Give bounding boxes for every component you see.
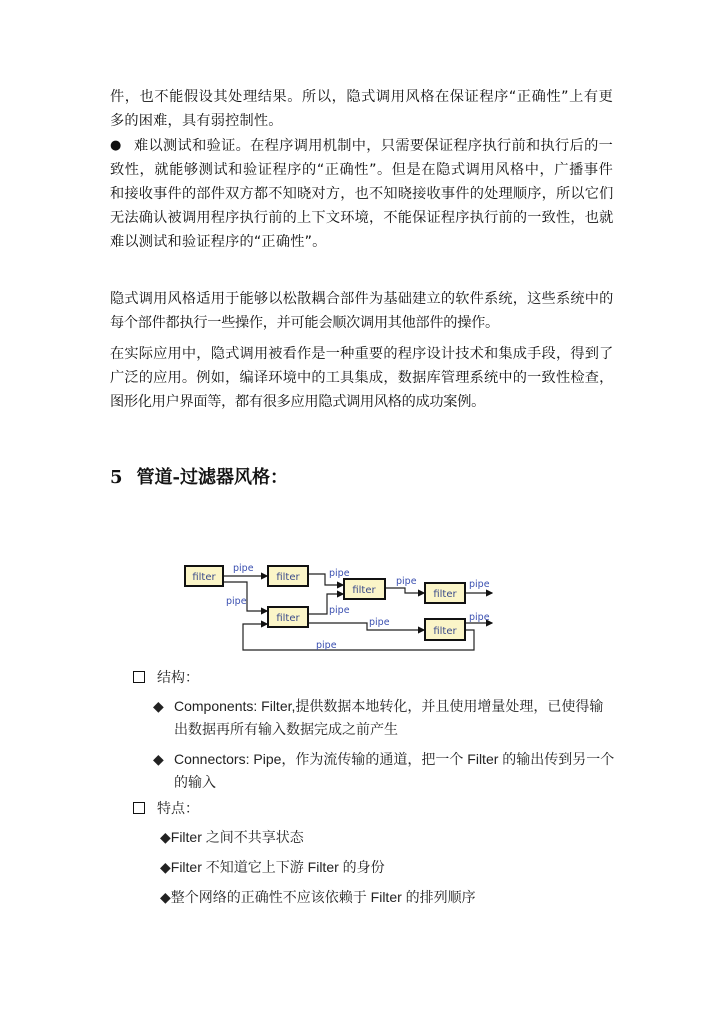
text-line: 多的困难，具有弱控制性。 bbox=[110, 113, 283, 129]
list-item-line: Connectors: Pipe，作为流传输的通道，把一个 Filter 的输出传到另一个 bbox=[174, 751, 615, 767]
text-line: 致性，就能够测试和验证程序的“正确性”。但是在隐式调用风格中，广播事件 bbox=[110, 162, 613, 178]
filter-label: filter bbox=[352, 585, 376, 596]
pipe-line bbox=[385, 588, 424, 593]
pipe-label: pipe bbox=[329, 605, 350, 616]
pipe-label: pipe bbox=[396, 576, 417, 587]
section-heading bbox=[110, 463, 288, 489]
checkbox-square-icon bbox=[133, 802, 145, 814]
filter-label: filter bbox=[433, 589, 457, 600]
diamond-icon: ◆ bbox=[153, 698, 164, 714]
text-line: 每个部件都执行一些操作，并可能会顺次调用其他部件的操作。 bbox=[110, 315, 499, 331]
list-heading-text: 特点： bbox=[157, 800, 199, 816]
list-heading bbox=[133, 667, 199, 687]
pipe-label: pipe bbox=[369, 617, 390, 628]
list-item-line: 出数据再所有输入数据完成之前产生 bbox=[174, 721, 398, 737]
list-item: ◆Filter 之间不共享状态 bbox=[160, 829, 304, 845]
list-item-line: Components: Filter,提供数据本地转化，并且使用增量处理，已使得输 bbox=[174, 698, 604, 714]
text-line: 隐式调用风格适用于能够以松散耦合部件为基础建立的软件系统，这些系统中的 bbox=[110, 291, 613, 307]
pipe-label: pipe bbox=[469, 579, 490, 590]
list-heading bbox=[133, 798, 199, 818]
pipe-label: pipe bbox=[233, 563, 254, 574]
section-number: 5 bbox=[110, 467, 123, 488]
bullet-dot: ● bbox=[110, 138, 122, 153]
list-heading-text: 结构： bbox=[157, 669, 199, 685]
diamond-icon: ◆ bbox=[153, 751, 164, 767]
filter-label: filter bbox=[433, 626, 457, 637]
text-line: 在实际应用中，隐式调用被看作是一种重要的程序设计技术和集成手段，得到了 bbox=[110, 346, 613, 362]
pipe-line bbox=[308, 623, 424, 630]
text-line: 无法确认被调用程序执行前的上下文环境，不能保证程序执行前的一致性，也就 bbox=[110, 210, 614, 226]
pipe-label: pipe bbox=[329, 568, 350, 579]
text-line: 件，也不能假设其处理结果。所以，隐式调用风格在保证程序“正确性”上有更 bbox=[110, 89, 613, 105]
text-line: 难以测试和验证。在程序调用机制中，只需要保证程序执行前和执行后的一 bbox=[134, 138, 613, 154]
pipe-label: pipe bbox=[469, 612, 490, 623]
filter-label: filter bbox=[192, 572, 216, 583]
filter-label: filter bbox=[276, 613, 300, 624]
checkbox-square-icon bbox=[133, 671, 145, 683]
text-line: 难以测试和验证程序的“正确性”。 bbox=[110, 234, 327, 250]
list-item-line: 的输入 bbox=[174, 774, 216, 790]
text-line: 图形化用户界面等，都有很多应用隐式调用风格的成功案例。 bbox=[110, 394, 485, 410]
list-item: ◆Filter 不知道它上下游 Filter 的身份 bbox=[160, 859, 385, 875]
text-line: 和接收事件的部件双方都不知晓对方，也不知晓接收事件的处理顺序，所以它们 bbox=[110, 186, 614, 202]
filter-label: filter bbox=[276, 572, 300, 583]
text-line: 广泛的应用。例如，编译环境中的工具集成，数据库管理系统中的一致性检查， bbox=[110, 370, 613, 386]
pipe-label: pipe bbox=[226, 596, 247, 607]
section-title: 管道-过滤器风格： bbox=[136, 467, 289, 488]
list-item: ◆整个网络的正确性不应该依赖于 Filter 的排列顺序 bbox=[160, 889, 476, 905]
pipe-label: pipe bbox=[316, 640, 337, 651]
pipe-filter-diagram bbox=[170, 550, 510, 660]
